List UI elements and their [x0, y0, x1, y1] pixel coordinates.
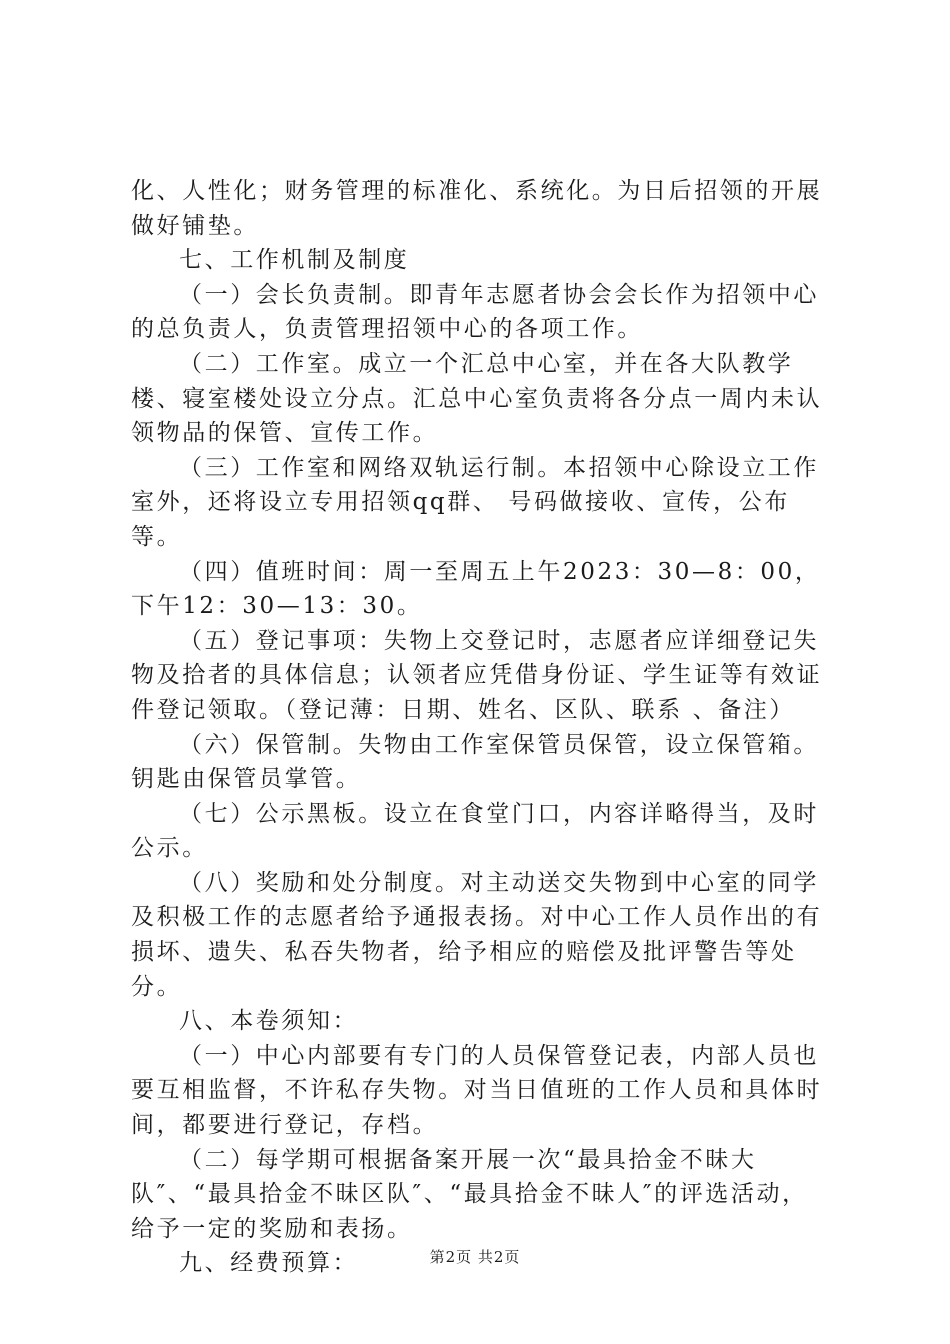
paragraph-item-3: （三）工作室和网络双轨运行制。本招领中心除设立工作室外，还将设立专用招领qq群、 号码做接收、宣传，公布等。 [131, 454, 819, 550]
paragraph-item-7: （七）公示黑板。设立在食堂门口，内容详略得当，及时公示。 [131, 800, 819, 862]
paragraph-continuation: 化、人性化；财务管理的标准化、系统化。为日后招领的开展做好铺垫。 [131, 178, 823, 239]
heading-section-8: 八、本卷须知： [179, 1008, 359, 1035]
paragraph-item-1: （一）会长负责制。即青年志愿者协会会长作为招领中心的总负责人，负责管理招领中心的各项工作。 [131, 281, 819, 343]
heading-section-7: 七、工作机制及制度 [179, 247, 410, 274]
paragraph-item-6: （六）保管制。失物由工作室保管员保管，设立保管箱。钥匙由保管员掌管。 [131, 731, 819, 793]
document-body [131, 174, 831, 1281]
heading-section-9: 九、经费预算： [179, 1250, 359, 1277]
paragraph-item-2: （二）工作室。成立一个汇总中心室，并在各大队教学楼、寝室楼处设立分点。汇总中心室负责将各分点一周内未认领物品的保管、宣传工作。 [131, 350, 823, 447]
paragraph-notice-1: （一）中心内部要有专门的人员保管登记表，内部人员也要互相监督，不许私存失物。对当日值班的工作人员和具体时间，都要进行登记，存档。 [131, 1042, 823, 1139]
paragraph-item-5: （五）登记事项：失物上交登记时，志愿者应详细登记失物及拾者的具体信息；认领者应凭借身份证、学生证等有效证件登记领取。（登记薄：日期、姓名、区队、联系 、备注） [131, 627, 823, 723]
paragraph-item-8: （八）奖励和处分制度。对主动送交失物到中心室的同学及积极工作的志愿者给予通报表扬。对中心工作人员作出的有损坏、遗失、私吞失物者，给予相应的赔偿及批评警告等处分。 [131, 869, 823, 1000]
paragraph-notice-2: （二）每学期可根据备案开展一次“最具拾金不昧大队″、“最具拾金不昧区队″、“最具拾金不昧人″的评选活动，给予一定的奖励和表扬。 [131, 1146, 808, 1242]
paragraph-item-4: （四）值班时间：周一至周五上午2023：30—8：00，下午12：30—13：30。 [131, 558, 821, 620]
page-footer: 第2页 共2页 [429, 1248, 521, 1266]
